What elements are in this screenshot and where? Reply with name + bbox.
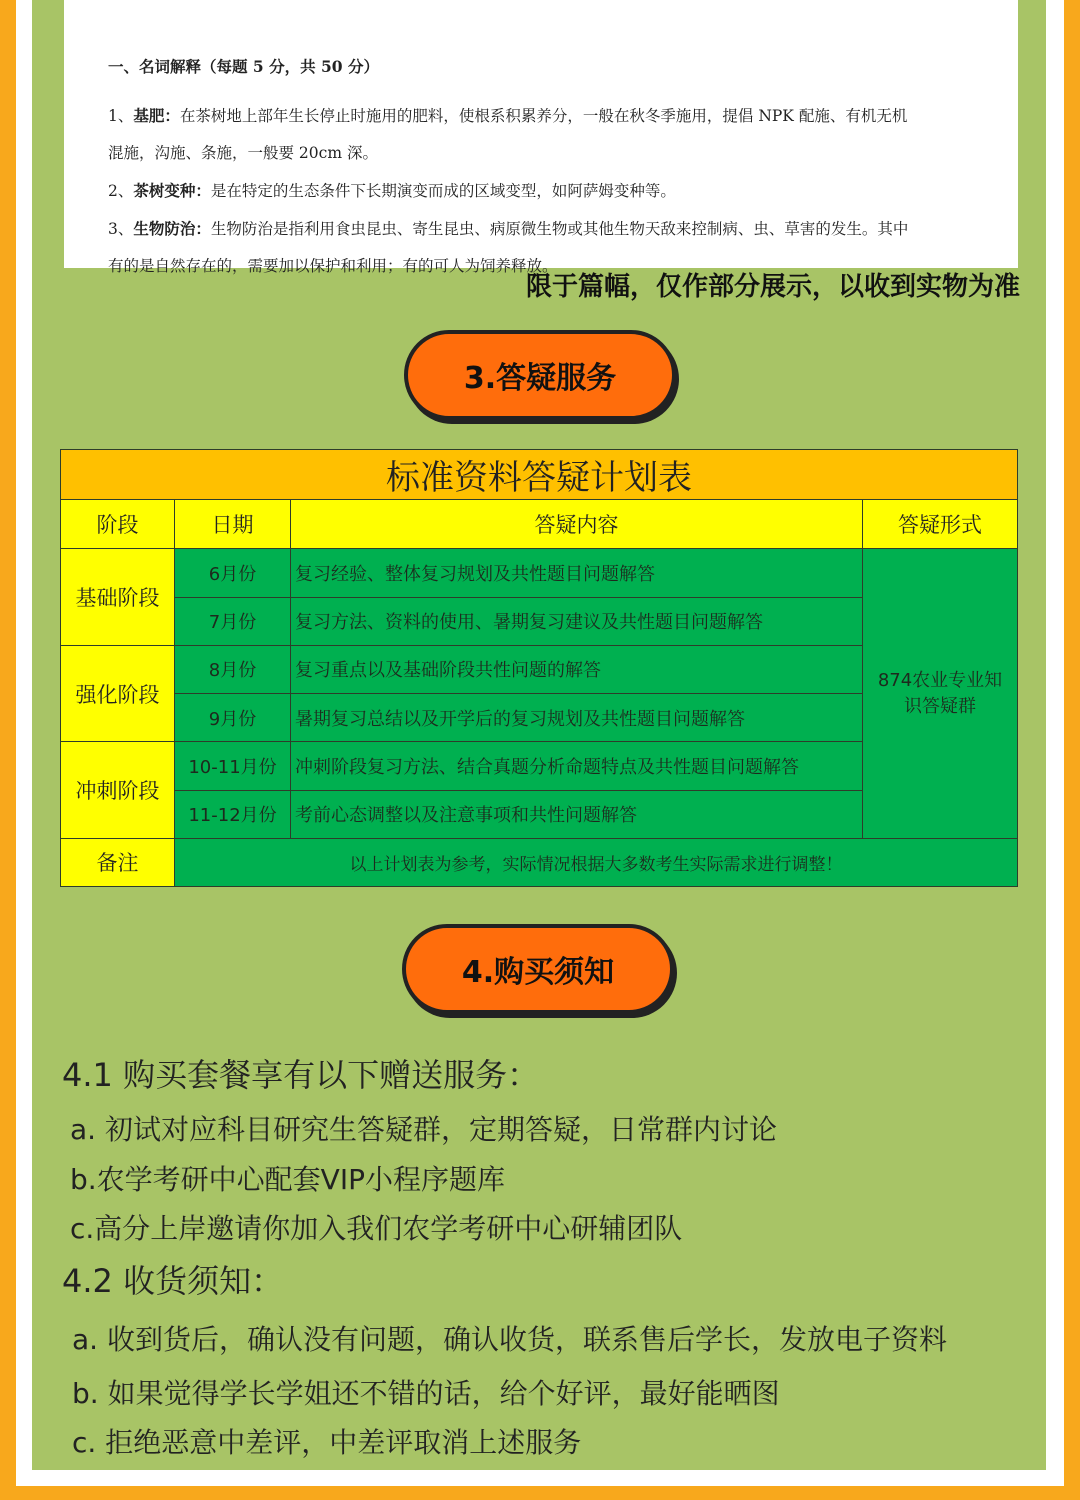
notice-item: a. 初试对应科目研究生答疑群，定期答疑，日常群内讨论 xyxy=(70,1113,777,1146)
excerpt-item-continued: 混施，沟施、条施，一般要 20cm 深。 xyxy=(108,144,378,162)
header-cell: 答疑内容 xyxy=(291,500,863,549)
excerpt-item xyxy=(108,172,978,210)
item-number: 3、 xyxy=(108,220,134,238)
notice-item: b.农学考研中心配套VIP小程序题库 xyxy=(70,1163,505,1196)
excerpt-item-continued: 有的是自然存在的，需要加以保护和利用；有的可人为饲养释放。 xyxy=(108,257,558,275)
date-cell: 11-12月份 xyxy=(175,790,291,838)
disclaimer-text: 限于篇幅，仅作部分展示，以收到实物为准 xyxy=(525,272,1020,302)
item-text: 是在特定的生态条件下长期演变而成的区域变型，如阿萨姆变种等。 xyxy=(210,182,676,200)
date-cell: 6月份 xyxy=(175,549,291,597)
notice-heading-4-1: 4.1 购买套餐享有以下赠送服务： xyxy=(62,1056,540,1094)
form-cell: 874农业专业知识答疑群 xyxy=(863,549,1018,838)
excerpt-heading: 一、名词解释（每题 5 分，共 50 分） xyxy=(108,57,379,76)
stage-cell: 冲刺阶段 xyxy=(61,742,175,838)
notice-item: c.高分上岸邀请你加入我们农学考研中心研辅团队 xyxy=(70,1212,683,1245)
item-term: 基肥： xyxy=(133,106,180,125)
date-cell: 9月份 xyxy=(175,694,291,742)
note-row xyxy=(61,838,1018,886)
notice-item: b. 如果觉得学长学姐还不错的话，给个好评，最好能晒图 xyxy=(72,1377,780,1410)
note-text: 以上计划表为参考，实际情况根据大多数考生实际需求进行调整！ xyxy=(175,838,1018,886)
date-cell: 7月份 xyxy=(175,597,291,645)
item-term: 茶树变种： xyxy=(133,181,211,200)
header-cell: 答疑形式 xyxy=(863,500,1018,549)
section-4-title: 4.购买须知 xyxy=(402,924,674,1014)
item-text: 生物防治是指利用食虫昆虫、寄生昆虫、病原微生物或其他生物天敌来控制病、虫、草害的发生。其中 xyxy=(210,220,909,238)
document-excerpt xyxy=(64,0,1018,275)
content-cell: 复习经验、整体复习规划及共性题目问题解答 xyxy=(291,549,863,597)
stage-cell: 强化阶段 xyxy=(61,645,175,741)
table-row xyxy=(61,549,1018,597)
header-cell: 日期 xyxy=(175,500,291,549)
section-3-title: 3.答疑服务 xyxy=(404,330,676,420)
date-cell: 8月份 xyxy=(175,645,291,693)
content-cell: 冲刺阶段复习方法、结合真题分析命题特点及共性题目问题解答 xyxy=(291,742,863,790)
qa-plan-table xyxy=(60,449,1018,887)
notice-item: c. 拒绝恶意中差评，中差评取消上述服务 xyxy=(72,1426,582,1459)
header-cell: 阶段 xyxy=(61,500,175,549)
date-cell: 10-11月份 xyxy=(175,742,291,790)
content-cell: 暑期复习总结以及开学后的复习规划及共性题目问题解答 xyxy=(291,694,863,742)
item-text: 在茶树地上部年生长停止时施用的肥料，使根系积累养分，一般在秋冬季施用，提倡 NPK 配施、有机无机 xyxy=(179,107,908,125)
item-term: 生物防治： xyxy=(133,219,211,238)
item-number: 2、 xyxy=(108,182,134,200)
table-header-row xyxy=(61,500,1018,549)
notice-item: a. 收到货后，确认没有问题，确认收货，联系售后学长，发放电子资料 xyxy=(72,1323,947,1356)
item-number: 1、 xyxy=(108,107,134,125)
content-cell: 考前心态调整以及注意事项和共性问题解答 xyxy=(291,790,863,838)
notice-heading-4-2: 4.2 收货须知： xyxy=(62,1262,284,1300)
excerpt-item xyxy=(108,210,978,248)
content-cell: 复习重点以及基础阶段共性问题的解答 xyxy=(291,645,863,693)
excerpt-item xyxy=(108,97,978,135)
stage-cell: 基础阶段 xyxy=(61,549,175,645)
note-label: 备注 xyxy=(61,838,175,886)
content-cell: 复习方法、资料的使用、暑期复习建议及共性题目问题解答 xyxy=(291,597,863,645)
table-title: 标准资料答疑计划表 xyxy=(61,450,1018,500)
